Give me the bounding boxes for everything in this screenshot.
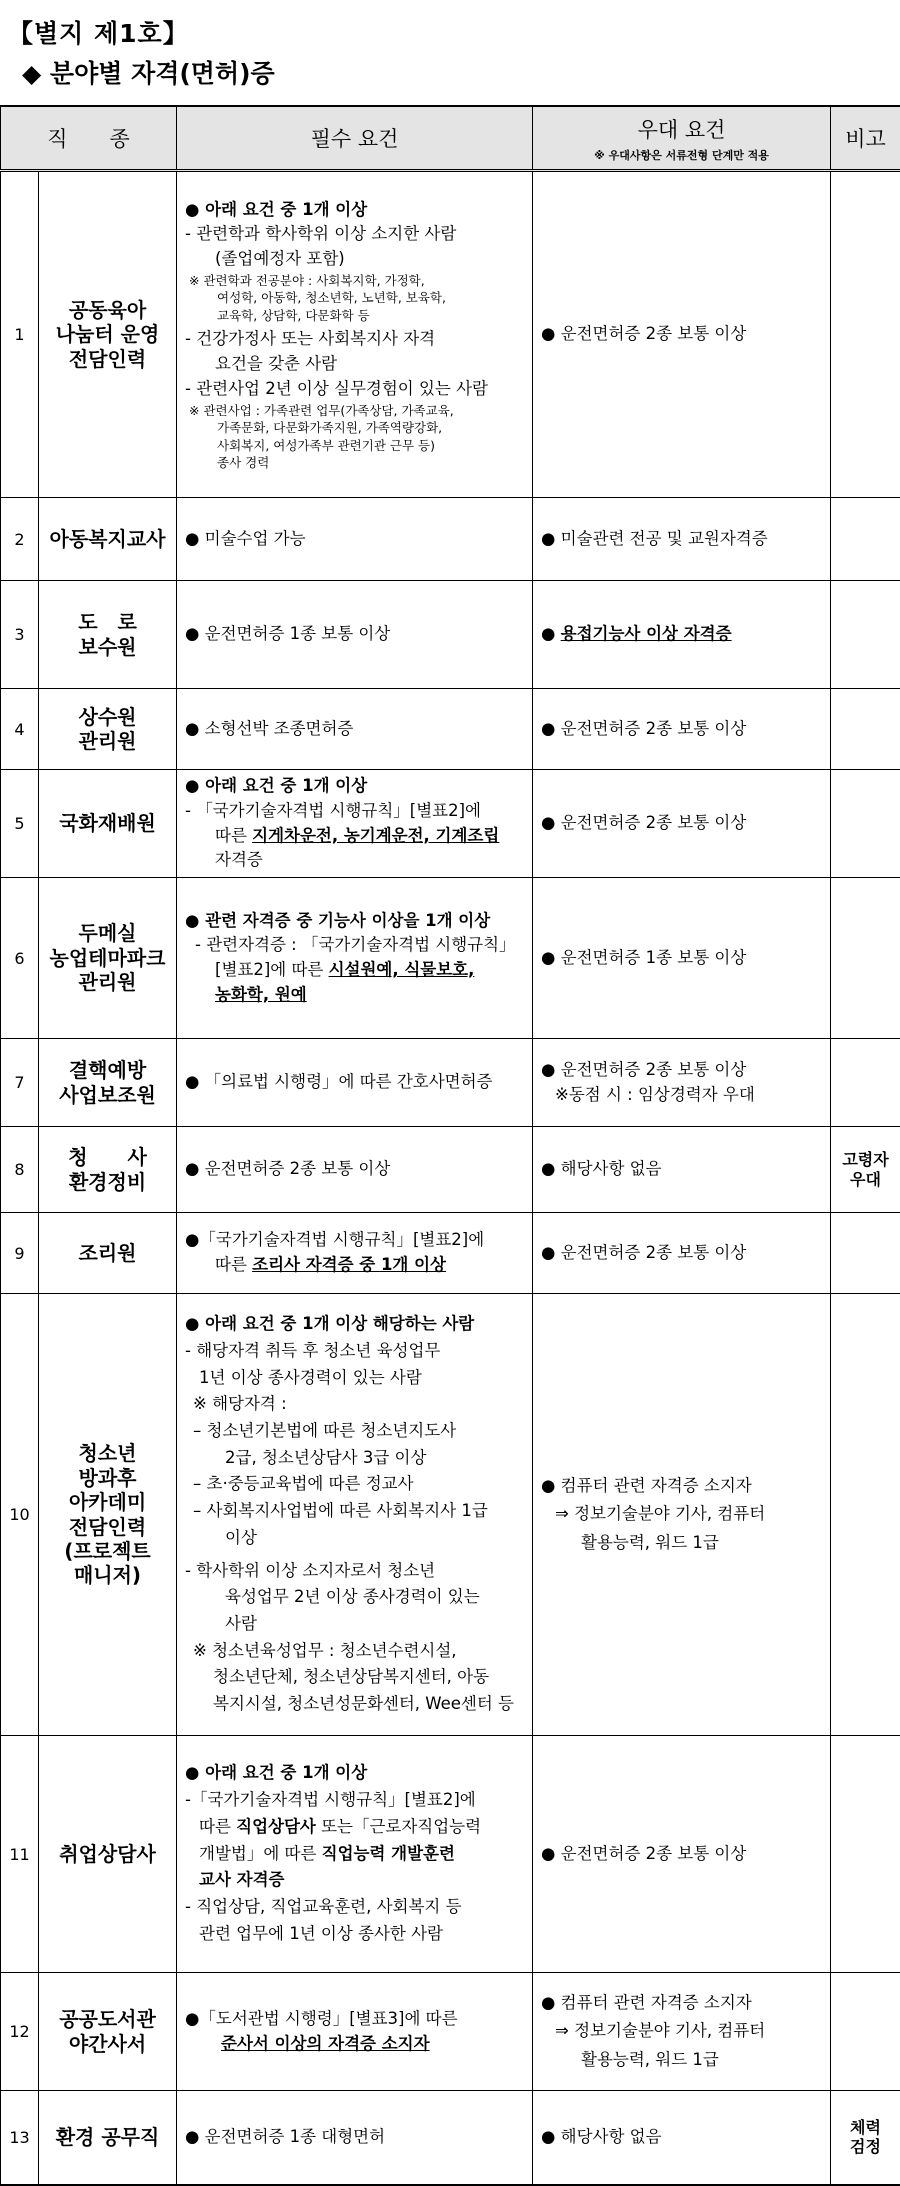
preferred-cell: ● 운전면허증 1종 보통 이상 bbox=[533, 878, 831, 1039]
job-name: 공동육아 나눔터 운영 전담인력 bbox=[39, 171, 177, 498]
required-cell: ● 아래 요건 중 1개 이상 - 「국가기술자격법 시행규칙」[별표2]에 따른 지게차운전, 농기계운전, 기계조립 자격증 bbox=[177, 770, 533, 878]
preferred-cell: ● 미술관련 전공 및 교원자격증 bbox=[533, 498, 831, 581]
required-cell: ● 운전면허증 1종 대형면허 bbox=[177, 2091, 533, 2185]
preferred-cell: ● 운전면허증 2종 보통 이상 bbox=[533, 1736, 831, 1973]
remark-cell bbox=[831, 171, 900, 498]
table-row bbox=[1, 1973, 900, 2091]
remark-cell: 체력 검정 bbox=[831, 2091, 900, 2185]
required-cell: ●「도서관법 시행령」[별표3]에 따른 준사서 이상의 자격증 소지자 bbox=[177, 1973, 533, 2091]
preferred-cell: ● 운전면허증 2종 보통 이상 bbox=[533, 171, 831, 498]
table-row bbox=[1, 770, 900, 878]
remark-cell bbox=[831, 878, 900, 1039]
row-number: 7 bbox=[1, 1039, 39, 1127]
preferred-cell: ● 컴퓨터 관련 자격증 소지자 ⇒ 정보기술분야 기사, 컴퓨터 활용능력, 워드 1급 bbox=[533, 1973, 831, 2091]
header-remark: 비고 bbox=[831, 106, 900, 171]
row-number: 13 bbox=[1, 2091, 39, 2185]
header-job: 직 종 bbox=[1, 106, 177, 171]
job-name: 아동복지교사 bbox=[39, 498, 177, 581]
preferred-cell: ● 운전면허증 2종 보통 이상 bbox=[533, 770, 831, 878]
required-cell: ●「국가기술자격법 시행규칙」[별표2]에 따른 조리사 자격증 중 1개 이상 bbox=[177, 1213, 533, 1294]
remark-cell bbox=[831, 1213, 900, 1294]
required-cell: ● 아래 요건 중 1개 이상 해당하는 사람 - 해당자격 취득 후 청소년 육성업무 1년 이상 종사경력이 있는 사람 ※ 해당자격 : – 청소년기본법에 따른 청소년지도사 2급, 청소년상담사 3급 이상 – 초·중등교육법에 따른 정교사 – 사회복지사업법에 따른 사회복지사 1급 이상 - 학사학위 이상 소지자로서 청소년 육성업무 2년 이상 종사경력이 있는 사람 ※ 청소년육성업무 : 청소년수련시설, 청소년단체, 청소년상담복지센터, 아동 복지시설, 청소년성문화센터, Wee센터 등 bbox=[177, 1294, 533, 1736]
required-cell: ● 운전면허증 2종 보통 이상 bbox=[177, 1127, 533, 1213]
job-name: 상수원 관리원 bbox=[39, 689, 177, 770]
remark-cell bbox=[831, 770, 900, 878]
table-header-row bbox=[1, 106, 900, 171]
job-name: 결핵예방 사업보조원 bbox=[39, 1039, 177, 1127]
job-name: 도 로 보수원 bbox=[39, 581, 177, 689]
table-row bbox=[1, 498, 900, 581]
row-number: 6 bbox=[1, 878, 39, 1039]
required-cell: ● 「의료법 시행령」에 따른 간호사면허증 bbox=[177, 1039, 533, 1127]
row-number: 5 bbox=[1, 770, 39, 878]
header-preferred-label: 우대 요건 bbox=[637, 117, 726, 142]
table-row bbox=[1, 1127, 900, 1213]
doc-subtitle: ◆ 분야별 자격(면허)증 bbox=[22, 59, 275, 88]
row-number: 10 bbox=[1, 1294, 39, 1736]
header-preferred-note: ※ 우대사항은 서류전형 단계만 적용 bbox=[594, 148, 769, 162]
row-number: 4 bbox=[1, 689, 39, 770]
required-cell: ● 아래 요건 중 1개 이상 -「국가기술자격법 시행규칙」[별표2]에 따른 직업상담사 또는「근로자직업능력 개발법」에 따른 직업능력 개발훈련 교사 자격증 - 직업상담, 직업교육훈련, 사회복지 등 관련 업무에 1년 이상 종사한 사람 bbox=[177, 1736, 533, 1973]
remark-cell bbox=[831, 498, 900, 581]
required-cell: ● 운전면허증 1종 보통 이상 bbox=[177, 581, 533, 689]
job-name: 두메실 농업테마파크 관리원 bbox=[39, 878, 177, 1039]
table-row bbox=[1, 878, 900, 1039]
table-row bbox=[1, 171, 900, 498]
job-name: 조리원 bbox=[39, 1213, 177, 1294]
preferred-cell: ● 운전면허증 2종 보통 이상 bbox=[533, 689, 831, 770]
table-row bbox=[1, 1294, 900, 1736]
preferred-cell: ● 해당사항 없음 bbox=[533, 1127, 831, 1213]
row-number: 9 bbox=[1, 1213, 39, 1294]
required-cell: ● 관련 자격증 중 기능사 이상을 1개 이상 - 관련자격증 : 「국가기술자격법 시행규칙」 [별표2]에 따른 시설원예, 식물보호, 농화학, 원예 bbox=[177, 878, 533, 1039]
preferred-cell: ● 컴퓨터 관련 자격증 소지자 ⇒ 정보기술분야 기사, 컴퓨터 활용능력, 워드 1급 bbox=[533, 1294, 831, 1736]
preferred-cell: ● 운전면허증 2종 보통 이상 bbox=[533, 1213, 831, 1294]
remark-cell bbox=[831, 689, 900, 770]
table-row bbox=[1, 689, 900, 770]
job-name: 환경 공무직 bbox=[39, 2091, 177, 2185]
preferred-cell: ● 운전면허증 2종 보통 이상 ※동점 시 : 임상경력자 우대 bbox=[533, 1039, 831, 1127]
table-row bbox=[1, 1736, 900, 1973]
job-name: 국화재배원 bbox=[39, 770, 177, 878]
doc-title: 【별지 제1호】 bbox=[8, 19, 189, 48]
required-cell: ● 아래 요건 중 1개 이상 - 관련학과 학사학위 이상 소지한 사람 (졸업예정자 포함) ※ 관련학과 전공분야 : 사회복지학, 가정학, 여성학, 아동학, 청소년학, 노년학, 보육학, 교육학, 상담학, 다문화학 등 - 건강가정사 또는 사회복지사 자격 요건을 갖춘 사람 - 관련사업 2년 이상 실무경험이 있는 사람 ※ 관련사업 : 가족관련 업무(가족상담, 가족교육, 가족문화, 다문화가족지원, 가족역량강화, 사회복지, 여성가족부 관련기관 근무 등) 종사 경력 bbox=[177, 171, 533, 498]
required-cell: ● 소형선박 조종면허증 bbox=[177, 689, 533, 770]
preferred-cell: ● 해당사항 없음 bbox=[533, 2091, 831, 2185]
header-preferred bbox=[533, 106, 831, 171]
header-required: 필수 요건 bbox=[177, 106, 533, 171]
remark-cell: 고령자 우대 bbox=[831, 1127, 900, 1213]
row-number: 2 bbox=[1, 498, 39, 581]
table-row bbox=[1, 1039, 900, 1127]
remark-cell bbox=[831, 1039, 900, 1127]
preferred-cell: ● 용접기능사 이상 자격증 bbox=[533, 581, 831, 689]
row-number: 8 bbox=[1, 1127, 39, 1213]
row-number: 11 bbox=[1, 1736, 39, 1973]
remark-cell bbox=[831, 581, 900, 689]
required-cell: ● 미술수업 가능 bbox=[177, 498, 533, 581]
job-name: 청소년 방과후 아카데미 전담인력 (프로젝트 매니저) bbox=[39, 1294, 177, 1736]
table-row bbox=[1, 1213, 900, 1294]
job-name: 취업상담사 bbox=[39, 1736, 177, 1973]
job-name: 공공도서관 야간사서 bbox=[39, 1973, 177, 2091]
row-number: 3 bbox=[1, 581, 39, 689]
table-row bbox=[1, 2091, 900, 2185]
qualification-table bbox=[0, 105, 900, 2186]
remark-cell bbox=[831, 1736, 900, 1973]
table-row bbox=[1, 581, 900, 689]
remark-cell bbox=[831, 1294, 900, 1736]
remark-cell bbox=[831, 1973, 900, 2091]
job-name: 청 사 환경정비 bbox=[39, 1127, 177, 1213]
row-number: 12 bbox=[1, 1973, 39, 2091]
row-number: 1 bbox=[1, 171, 39, 498]
